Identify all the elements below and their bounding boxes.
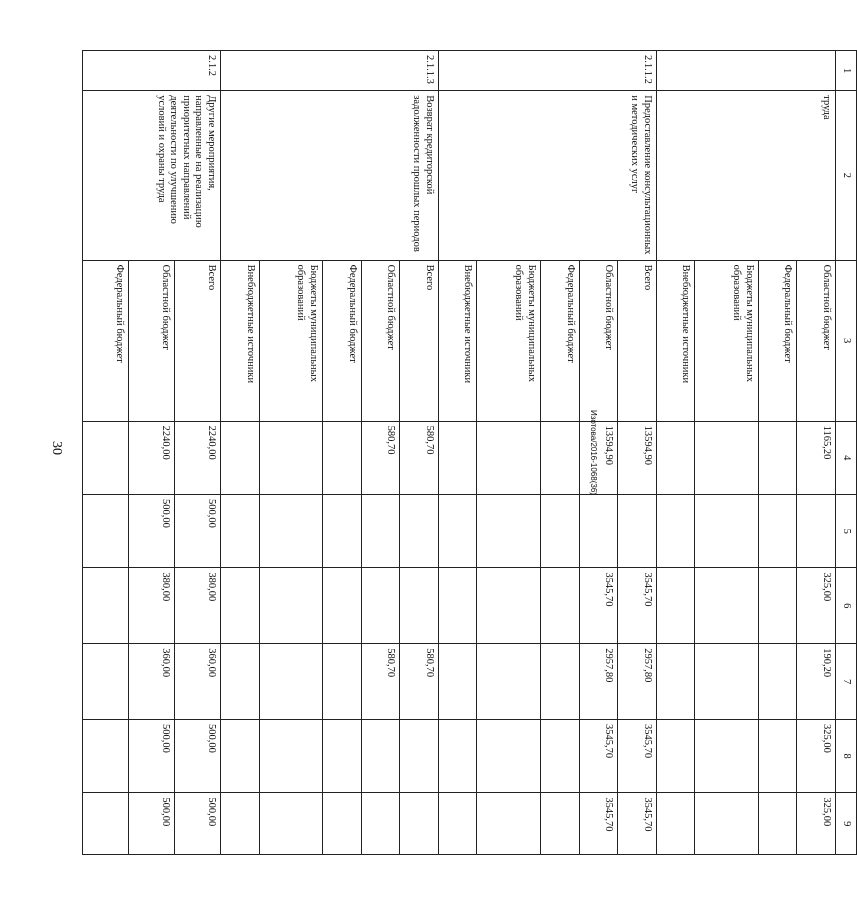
funding-source-cell: Бюджеты муниципальных образований	[259, 260, 322, 421]
amount-cell	[758, 719, 797, 792]
amount-cell	[695, 644, 758, 720]
amount-cell	[438, 568, 477, 644]
funding-source-cell: Внебюджетные источники	[656, 260, 695, 421]
amount-cell	[540, 421, 579, 494]
amount-cell	[695, 719, 758, 792]
amount-cell	[695, 568, 758, 644]
amount-cell	[323, 719, 362, 792]
measure-code-cell	[656, 51, 835, 91]
funding-source-cell: Бюджеты муниципальных образований	[477, 260, 540, 421]
column-header-8: 8	[836, 719, 857, 792]
amount-cell: 360,00	[175, 644, 221, 720]
amount-cell	[400, 793, 439, 855]
measure-code-cell: 2.1.1.2	[438, 51, 656, 91]
amount-cell	[477, 495, 540, 568]
measure-name-cell: Другие мероприятия, направленные на реализацию приоритетных направлений деятельности по улучшению условий и охраны труда	[83, 91, 221, 260]
budget-table	[82, 50, 857, 855]
amount-cell: 580,70	[361, 421, 400, 494]
amount-cell	[540, 719, 579, 792]
measure-code-cell: 2.1.1.3	[220, 51, 438, 91]
amount-cell	[758, 495, 797, 568]
table-row	[175, 51, 221, 855]
measure-name-cell: труда	[656, 91, 835, 260]
amount-cell: 3545,70	[618, 719, 657, 792]
amount-cell	[656, 495, 695, 568]
table-row	[797, 51, 836, 855]
amount-cell: 3545,70	[579, 793, 618, 855]
table-header-row	[836, 51, 857, 855]
amount-cell	[540, 568, 579, 644]
amount-cell: 580,70	[361, 644, 400, 720]
amount-cell	[477, 719, 540, 792]
table-row	[400, 51, 439, 855]
amount-cell: 325,00	[797, 719, 836, 792]
amount-cell	[323, 421, 362, 494]
funding-source-cell: Областной бюджет	[361, 260, 400, 421]
amount-cell	[695, 495, 758, 568]
amount-cell	[400, 719, 439, 792]
amount-cell	[259, 568, 322, 644]
funding-source-cell: Областной бюджет	[129, 260, 175, 421]
amount-cell: 325,00	[797, 793, 836, 855]
document-code: Изотова/2016-1068(36)	[589, 410, 598, 495]
column-header-5: 5	[836, 495, 857, 568]
amount-cell: 2957,80	[579, 644, 618, 720]
funding-source-cell: Всего	[618, 260, 657, 421]
amount-cell	[220, 421, 259, 494]
amount-cell	[259, 793, 322, 855]
amount-cell	[361, 793, 400, 855]
funding-source-cell: Всего	[400, 260, 439, 421]
amount-cell: 500,00	[175, 495, 221, 568]
amount-cell	[220, 495, 259, 568]
amount-cell	[797, 495, 836, 568]
amount-cell: 3545,70	[618, 568, 657, 644]
amount-cell	[259, 644, 322, 720]
measure-code-cell: 2.1.2	[83, 51, 221, 91]
measure-name-cell: Возврат кредиторской задолженности прошлых периодов	[220, 91, 438, 260]
funding-source-cell: Внебюджетные источники	[438, 260, 477, 421]
amount-cell	[323, 793, 362, 855]
amount-cell	[400, 568, 439, 644]
column-header-2: 2	[836, 91, 857, 260]
amount-cell	[579, 495, 618, 568]
amount-cell	[618, 495, 657, 568]
funding-source-cell: Федеральный бюджет	[540, 260, 579, 421]
amount-cell	[83, 719, 129, 792]
amount-cell	[695, 421, 758, 494]
funding-source-cell: Федеральный бюджет	[758, 260, 797, 421]
amount-cell	[438, 495, 477, 568]
amount-cell	[656, 793, 695, 855]
table-row	[618, 51, 657, 855]
amount-cell: 380,00	[129, 568, 175, 644]
amount-cell	[438, 793, 477, 855]
amount-cell: 2957,80	[618, 644, 657, 720]
amount-cell: 2240,00	[129, 421, 175, 494]
amount-cell	[540, 793, 579, 855]
amount-cell: 2240,00	[175, 421, 221, 494]
column-header-1: 1	[836, 51, 857, 91]
amount-cell	[758, 421, 797, 494]
amount-cell	[323, 568, 362, 644]
amount-cell	[758, 793, 797, 855]
amount-cell	[83, 421, 129, 494]
amount-cell: 360,00	[129, 644, 175, 720]
measure-name-cell: Предоставление консультационных и методических услуг	[438, 91, 656, 260]
column-header-7: 7	[836, 644, 857, 720]
amount-cell	[259, 719, 322, 792]
amount-cell	[477, 644, 540, 720]
amount-cell	[259, 421, 322, 494]
funding-source-cell: Областной бюджет	[579, 260, 618, 421]
amount-cell	[477, 793, 540, 855]
amount-cell: 500,00	[129, 719, 175, 792]
amount-cell	[438, 421, 477, 494]
column-header-6: 6	[836, 568, 857, 644]
amount-cell	[83, 568, 129, 644]
funding-source-cell: Областной бюджет	[797, 260, 836, 421]
amount-cell	[83, 644, 129, 720]
amount-cell	[656, 644, 695, 720]
amount-cell	[220, 719, 259, 792]
amount-cell: 500,00	[175, 793, 221, 855]
amount-cell: 580,70	[400, 644, 439, 720]
column-header-3: 3	[836, 260, 857, 421]
amount-cell: 13594,90	[579, 421, 618, 494]
amount-cell: 500,00	[129, 495, 175, 568]
amount-cell	[400, 495, 439, 568]
table-body	[83, 51, 836, 855]
amount-cell: 500,00	[129, 793, 175, 855]
amount-cell: 580,70	[400, 421, 439, 494]
funding-source-cell: Федеральный бюджет	[323, 260, 362, 421]
amount-cell	[695, 793, 758, 855]
amount-cell	[83, 495, 129, 568]
amount-cell	[220, 793, 259, 855]
budget-table-container	[82, 50, 857, 855]
amount-cell: 13594,90	[618, 421, 657, 494]
amount-cell	[323, 495, 362, 568]
funding-source-cell: Внебюджетные источники	[220, 260, 259, 421]
amount-cell: 3545,70	[579, 568, 618, 644]
amount-cell	[477, 568, 540, 644]
amount-cell	[83, 793, 129, 855]
amount-cell: 3545,70	[579, 719, 618, 792]
amount-cell	[323, 644, 362, 720]
funding-source-cell: Всего	[175, 260, 221, 421]
amount-cell	[361, 719, 400, 792]
amount-cell	[758, 568, 797, 644]
amount-cell	[220, 644, 259, 720]
funding-source-cell: Бюджеты муниципальных образований	[695, 260, 758, 421]
amount-cell	[361, 495, 400, 568]
amount-cell: 190,20	[797, 644, 836, 720]
amount-cell	[361, 568, 400, 644]
column-header-4: 4	[836, 421, 857, 494]
funding-source-cell: Федеральный бюджет	[83, 260, 129, 421]
amount-cell	[540, 495, 579, 568]
page-number: 30	[49, 441, 64, 455]
amount-cell	[656, 568, 695, 644]
amount-cell	[656, 719, 695, 792]
column-header-9: 9	[836, 793, 857, 855]
amount-cell	[477, 421, 540, 494]
amount-cell	[438, 719, 477, 792]
amount-cell: 325,00	[797, 568, 836, 644]
amount-cell	[540, 644, 579, 720]
amount-cell	[438, 644, 477, 720]
amount-cell	[220, 568, 259, 644]
amount-cell: 3545,70	[618, 793, 657, 855]
amount-cell: 1165,20	[797, 421, 836, 494]
amount-cell: 380,00	[175, 568, 221, 644]
amount-cell	[656, 421, 695, 494]
amount-cell	[259, 495, 322, 568]
amount-cell: 500,00	[175, 719, 221, 792]
amount-cell	[758, 644, 797, 720]
